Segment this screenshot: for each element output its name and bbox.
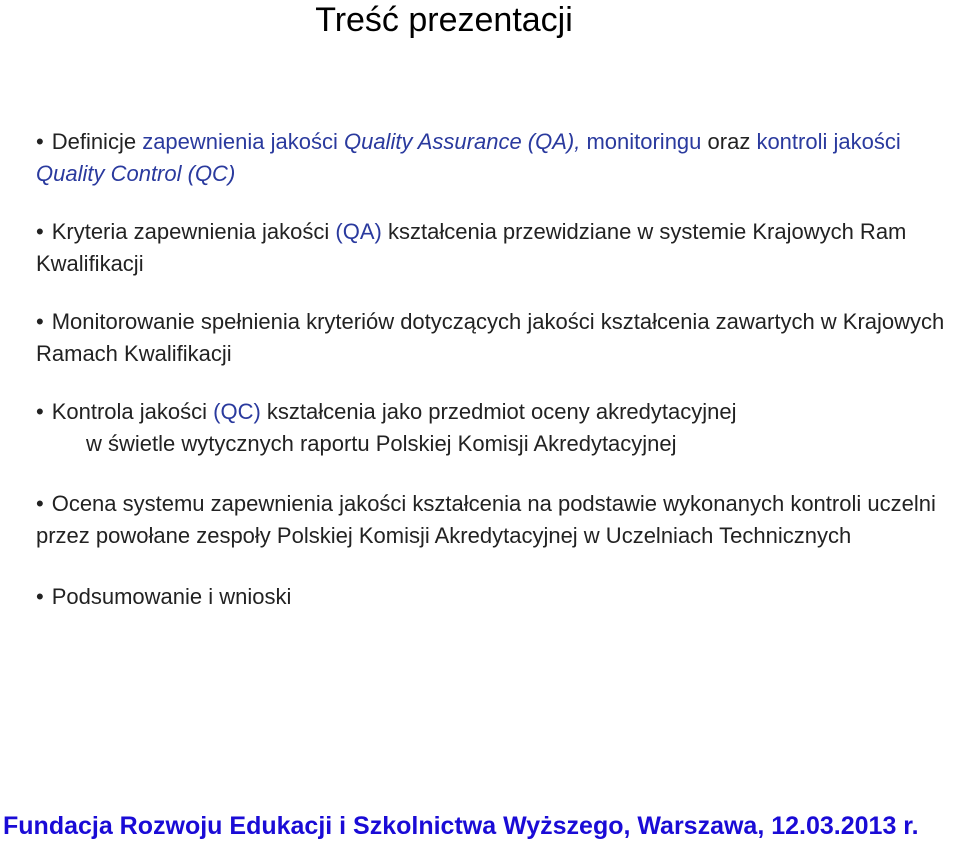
bullet-dot-icon: •: [36, 309, 44, 334]
bullet-text-highlight: zapewnienia jakości: [142, 129, 344, 154]
bullet-text: kształcenia jako przedmiot oceny akredytacyjnej: [260, 399, 737, 424]
bullet-dot-icon: •: [36, 219, 44, 244]
bullet-text: Ocena systemu zapewnienia jakości kształcenia na podstawie wykonanych kontroli uczelni przez powołane zespoły Polskiej Komisji Akredytacyjnej w Uczelniach Technicznych: [36, 491, 936, 548]
bullet-qa-criteria: [36, 216, 951, 280]
bullet-dot-icon: •: [36, 399, 44, 424]
bullet-text: oraz: [701, 129, 757, 154]
bullet-text: kształcenia przewidziane w systemie Krajowych Ram Kwalifikacji: [36, 219, 907, 276]
bullet-text-highlight: (QA): [335, 219, 382, 244]
bullet-dot-icon: •: [36, 129, 44, 154]
bullet-summary: [36, 581, 951, 613]
bullet-text: Monitorowanie spełnienia kryteriów dotyczących jakości kształcenia zawartych w Krajowych Ramach Kwalifikacji: [36, 309, 945, 366]
bullet-assessment: [36, 488, 951, 552]
bullet-text-highlight: kontroli jakości: [756, 129, 901, 154]
bullet-text: Kryteria zapewnienia jakości: [51, 219, 336, 244]
slide-title: Treść prezentacji: [315, 1, 573, 39]
bullet-definitions: [36, 126, 951, 190]
bullet-monitoring: [36, 306, 951, 370]
bullet-dot-icon: •: [36, 491, 44, 516]
bullet-dot-icon: •: [36, 584, 44, 609]
bullet-text: Podsumowanie i wnioski: [51, 584, 292, 609]
bullet-text-highlight: Quality Control (QC): [36, 161, 236, 186]
bullet-text: Kontrola jakości: [51, 399, 214, 424]
bullet-qc-control: [36, 396, 951, 460]
slide-footer: Fundacja Rozwoju Edukacji i Szkolnictwa Wyższego, Warszawa, 12.03.2013 r.: [3, 812, 919, 840]
bullet-text-highlight: Quality Assurance (QA),: [343, 129, 587, 154]
bullet-text-highlight: monitoringu: [586, 129, 702, 154]
bullet-text-highlight: (QC): [213, 399, 261, 424]
bullet-list: [36, 126, 951, 639]
bullet-text: w świetle wytycznych raportu Polskiej Komisji Akredytacyjnej: [86, 431, 677, 456]
bullet-text: Definicje: [51, 129, 143, 154]
